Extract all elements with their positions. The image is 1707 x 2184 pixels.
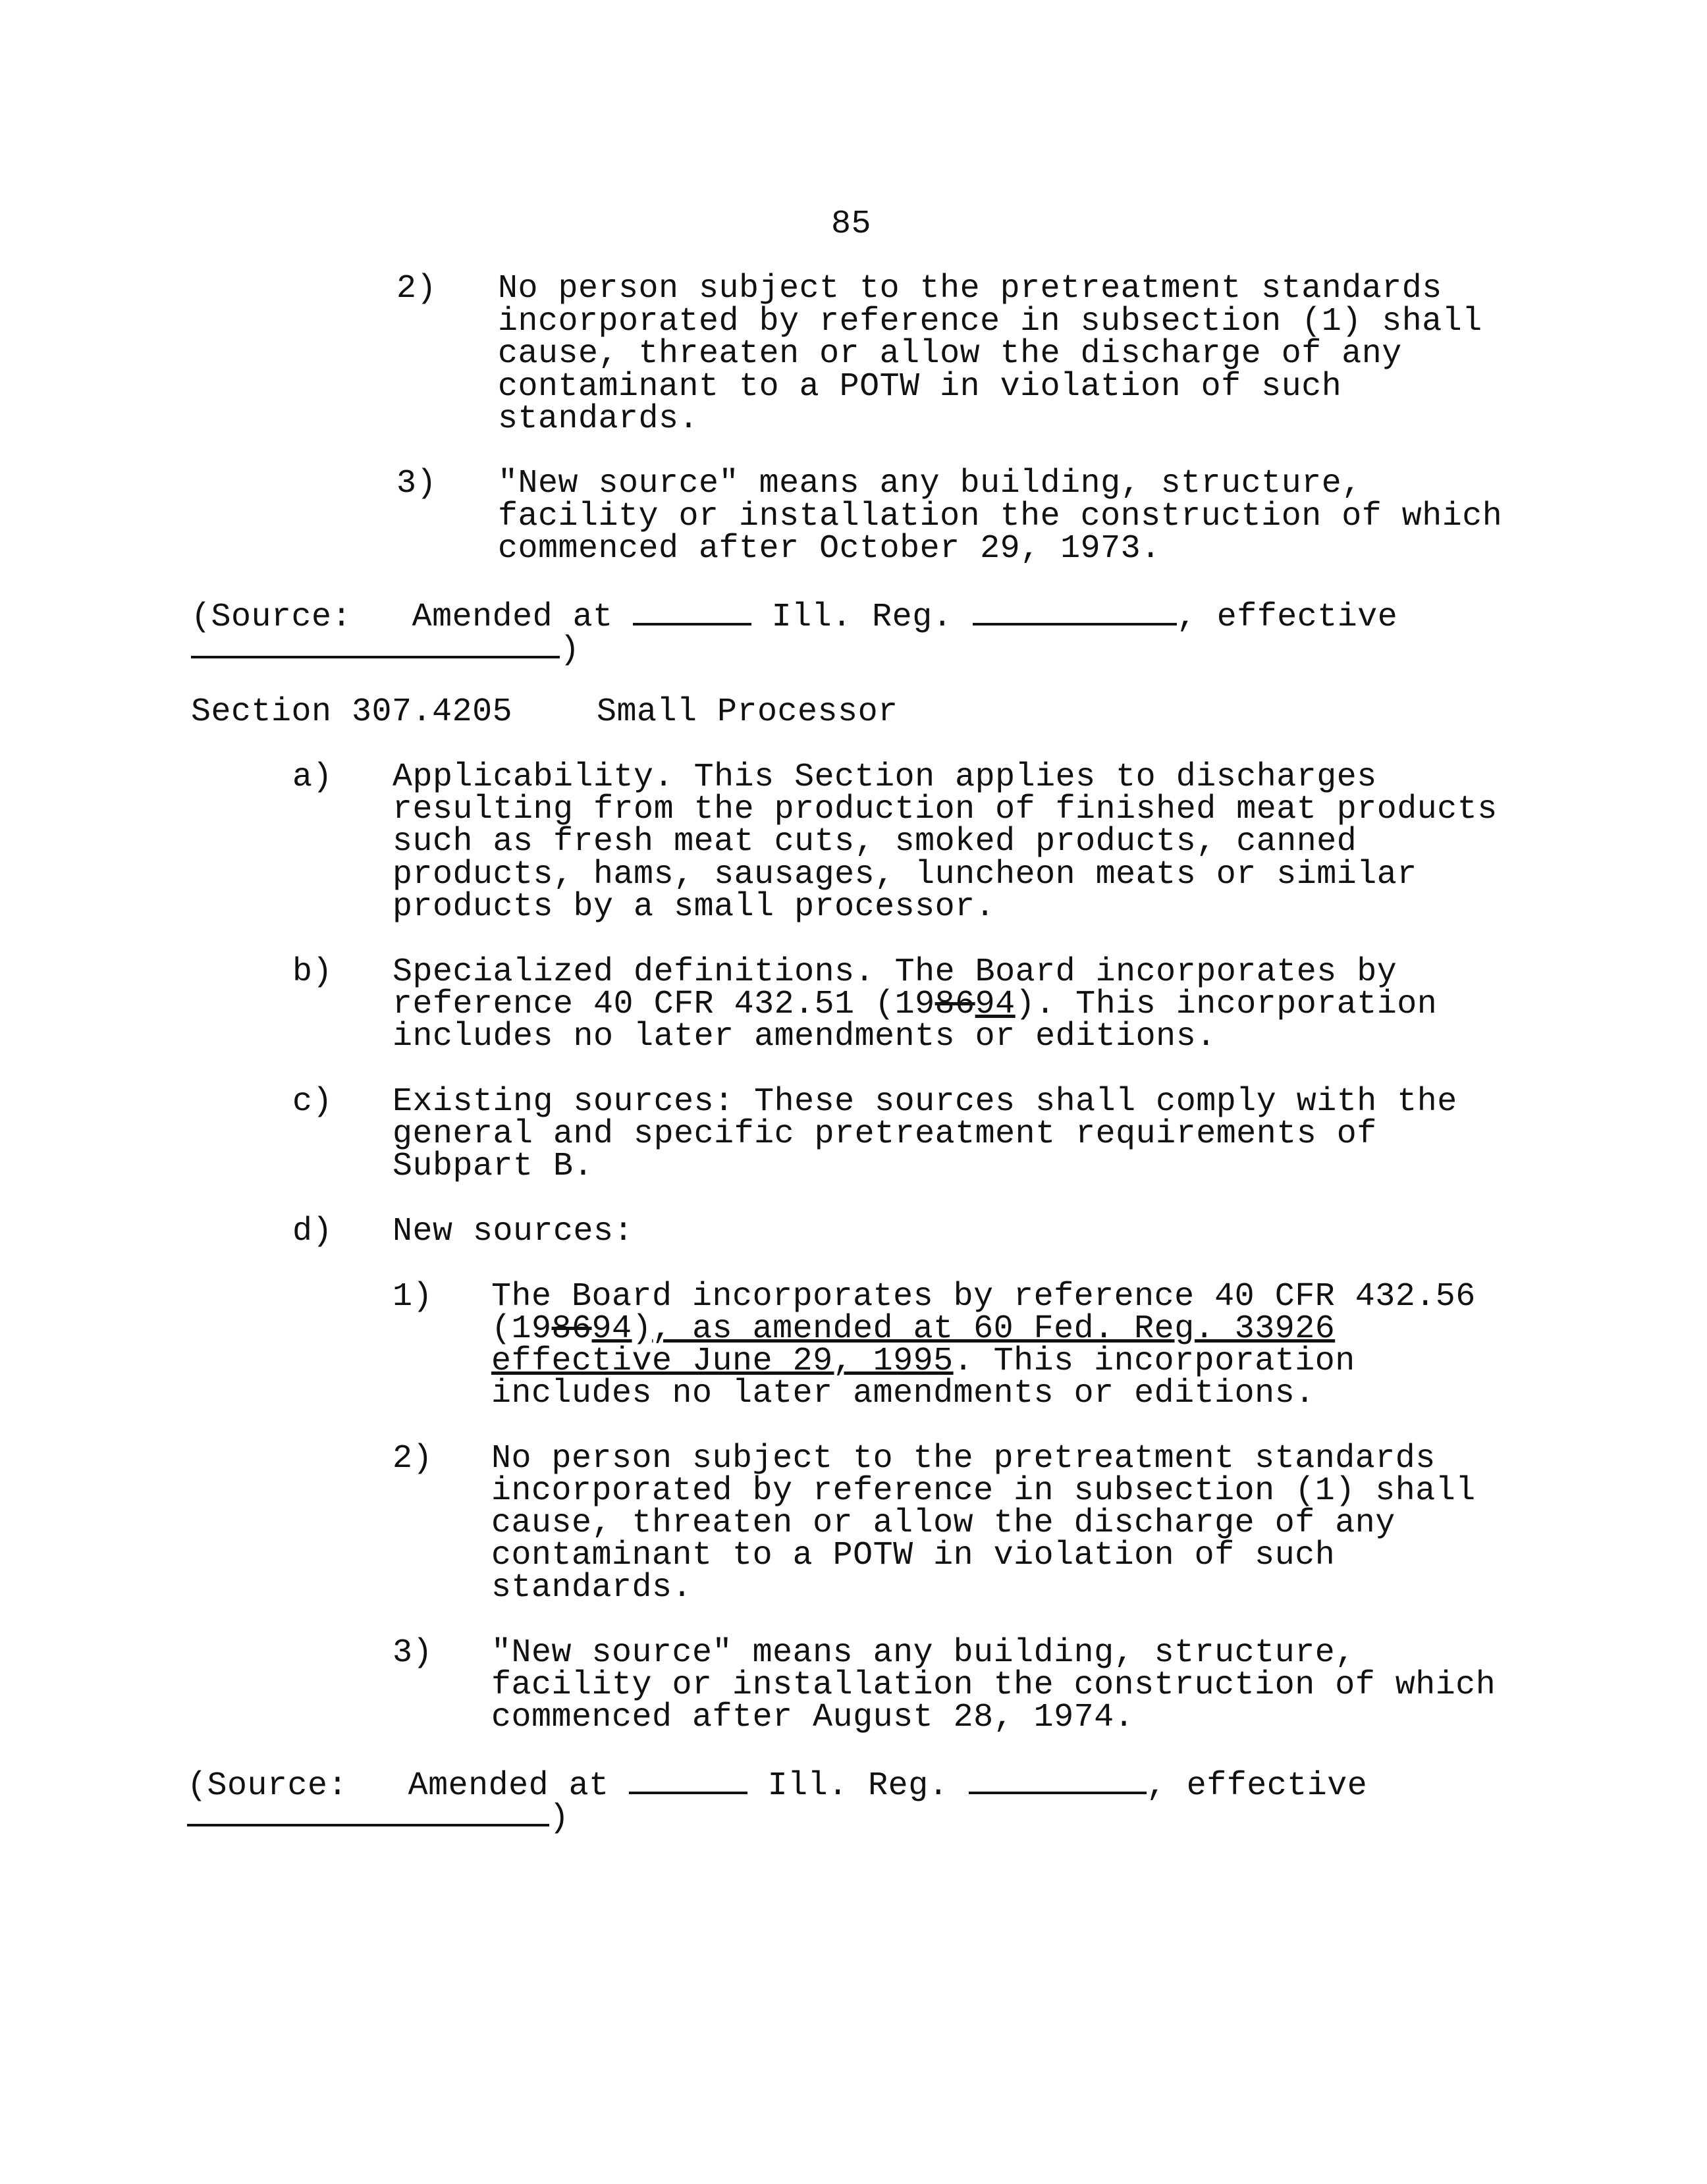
item-3-label: 3) bbox=[396, 465, 437, 502]
item-b-line bbox=[393, 988, 1437, 1021]
struck-text: 86 bbox=[551, 1310, 592, 1348]
amended-at-text: Amended at bbox=[408, 1767, 609, 1805]
struck-text: 86 bbox=[935, 986, 975, 1023]
text-segment: reference 40 CFR 432.51 (19 bbox=[393, 986, 935, 1023]
item-d1-line bbox=[491, 1310, 1336, 1348]
item-d-heading: New sources: bbox=[393, 1213, 634, 1250]
item-a-line: resulting from the production of finished meat products bbox=[393, 791, 1498, 828]
source-prefix: (Source: bbox=[187, 1767, 348, 1805]
item-b-line: Specialized definitions. The Board incorporates by bbox=[393, 953, 1397, 991]
item-a-line: products by a small processor. bbox=[393, 888, 996, 926]
item-2-line: No person subject to the pretreatment standards bbox=[498, 270, 1442, 307]
section-title: Small Processor bbox=[597, 693, 898, 731]
item-a-label: a) bbox=[292, 759, 333, 796]
item-d2-line: No person subject to the pretreatment standards bbox=[491, 1440, 1436, 1478]
item-d2-label: 2) bbox=[393, 1440, 433, 1478]
underlined-text: effective June 29, 1995 bbox=[491, 1343, 954, 1380]
source-prefix: (Source: bbox=[191, 599, 352, 636]
item-d2-line: cause, threaten or allow the discharge of any bbox=[491, 1505, 1395, 1542]
underlined-text: , as amended at 60 Fed. Reg. 33926 bbox=[652, 1310, 1336, 1348]
item-2-line: cause, threaten or allow the discharge of any bbox=[498, 335, 1402, 373]
item-2-line: incorporated by reference in subsection (1) shall bbox=[498, 303, 1482, 340]
item-2-label: 2) bbox=[396, 270, 437, 307]
item-d3-line: facility or installation the construction of which bbox=[491, 1666, 1496, 1704]
item-d2-line: incorporated by reference in subsection (1) shall bbox=[491, 1472, 1476, 1510]
ill-reg-text: Ill. Reg. bbox=[771, 599, 953, 636]
source-note-2 bbox=[187, 1767, 1367, 1803]
item-b-line: includes no later amendments or editions. bbox=[393, 1018, 1216, 1055]
item-d1-line: The Board incorporates by reference 40 CFR 432.56 bbox=[491, 1278, 1476, 1316]
item-d-label: d) bbox=[292, 1213, 333, 1250]
item-d1-line: includes no later amendments or editions. bbox=[491, 1375, 1315, 1412]
source-close: ) bbox=[560, 631, 580, 669]
volume-blank bbox=[633, 598, 751, 626]
item-3-line: commenced after October 29, 1973. bbox=[498, 530, 1161, 568]
item-d1-label: 1) bbox=[393, 1278, 433, 1316]
item-c-label: c) bbox=[292, 1083, 333, 1121]
text-segment: . This incorporation bbox=[953, 1343, 1355, 1380]
underlined-text: 94 bbox=[591, 1310, 632, 1348]
text-segment: ). This incorporation bbox=[1015, 986, 1438, 1023]
item-d3-line: commenced after August 28, 1974. bbox=[491, 1699, 1135, 1736]
item-c-line: Subpart B. bbox=[393, 1148, 594, 1185]
item-d1-line bbox=[491, 1345, 1355, 1378]
page-blank bbox=[973, 598, 1177, 626]
underlined-text: 94 bbox=[975, 986, 1016, 1023]
text-segment: (19 bbox=[491, 1310, 552, 1348]
item-a-line: such as fresh meat cuts, smoked products, canned bbox=[393, 823, 1357, 861]
item-a-line: products, hams, sausages, luncheon meats or similar bbox=[393, 856, 1417, 893]
item-c-line: general and specific pretreatment requirements of bbox=[393, 1115, 1377, 1153]
amended-at-text: Amended at bbox=[412, 599, 613, 636]
item-3-line: "New source" means any building, structure, bbox=[498, 465, 1362, 502]
item-d2-line: standards. bbox=[491, 1569, 693, 1607]
effective-text: , effective bbox=[1176, 599, 1398, 636]
item-d3-line: "New source" means any building, structure, bbox=[491, 1634, 1355, 1672]
item-d2-line: contaminant to a POTW in violation of such bbox=[491, 1537, 1336, 1574]
item-c-line: Existing sources: These sources shall comply with the bbox=[393, 1083, 1457, 1121]
date-blank bbox=[187, 1799, 549, 1826]
item-2-line: contaminant to a POTW in violation of such bbox=[498, 368, 1342, 406]
page-blank bbox=[969, 1767, 1147, 1794]
item-3-line: facility or installation the construction of which bbox=[498, 498, 1503, 535]
source-note-1-line2 bbox=[191, 631, 580, 667]
source-close: ) bbox=[549, 1799, 570, 1837]
item-2-line: standards. bbox=[498, 400, 699, 438]
page-number: 85 bbox=[831, 205, 872, 243]
item-d3-label: 3) bbox=[393, 1634, 433, 1672]
item-a-line: Applicability. This Section applies to discharges bbox=[393, 759, 1377, 796]
source-note-1 bbox=[191, 598, 1397, 634]
volume-blank bbox=[629, 1767, 747, 1794]
text-segment: ) bbox=[632, 1310, 653, 1348]
date-blank bbox=[191, 631, 560, 658]
item-b-label: b) bbox=[292, 953, 333, 991]
section-number: Section 307.4205 bbox=[191, 693, 513, 731]
effective-text: , effective bbox=[1146, 1767, 1368, 1805]
source-note-2-line2 bbox=[187, 1799, 570, 1835]
ill-reg-text: Ill. Reg. bbox=[767, 1767, 949, 1805]
